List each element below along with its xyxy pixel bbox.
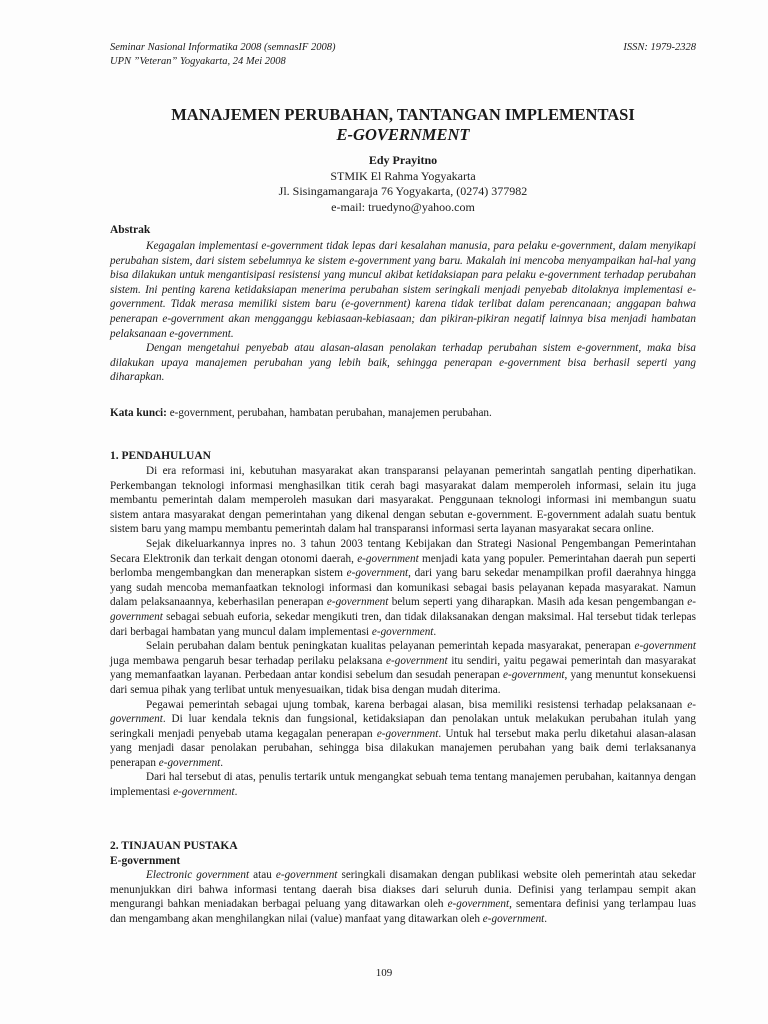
author-block — [110, 153, 696, 215]
keywords — [110, 406, 696, 421]
section-1-paragraph-4: Pegawai pemerintah sebagai ujung tombak, karena berbagai alasan, bisa memiliki resistensi terhadap pelaksanaan e-government. Di luar kendala teknis dan fungsional, ketidaksiapan dan penolakan untuk melakukan perubahan itulah yang seringkali menjadi penyebab utama kegagalan penerapan e-government. Untuk hal tersebut maka perlu diketahui alasan-alasan yang menjadi dasar penolakan perubahan, sehingga bisa dilakukan manajemen perubahan yang baik demi terlaksananya penerapan e-government. — [110, 698, 696, 769]
section-1-heading: 1. PENDAHULUAN — [110, 450, 211, 462]
abstract-body — [110, 239, 696, 385]
keywords-text: e-government, perubahan, hambatan perubahan, manajemen perubahan. — [166, 407, 492, 419]
section-2-paragraph-1: Electronic government atau e-government seringkali disamakan dengan publikasi website oleh pemerintah atau sekedar menunjukkan diri bahwa informasi tentang daerah bisa diakses dari seluruh dunia. Definisi yang terlampau sempit akan mengurangi bahkan meniadakan berbagai peluang yang ditawarkan oleh e-government, sementara definisi yang terlampau luas dan mengambang akan menghilangkan nilai (value) manfaat yang ditawarkan oleh e-government. — [110, 869, 696, 925]
section-1-paragraph-3: Selain perubahan dalam bentuk peningkatan kualitas pelayanan pemerintah kepada masyarakat, penerapan e-government juga membawa pengaruh besar terhadap perilaku pelaksana e-government itu sendiri, yaitu pegawai pemerintah dan masyarakat yang memanfaatkan layanan. Perbedaan antar kondisi sebelum dan sesudah penerapan e-government, yang menuntut konsekuensi dari semua pihak yang terlibat untuk menyesuaikan, tidak bisa dengan mudah diterima. — [110, 640, 696, 696]
section-2-subheading: E-government — [110, 854, 181, 867]
abstract-paragraph-2: Dengan mengetahui penyebab atau alasan-alasan penolakan terhadap perubahan sistem e-government, maka bisa dilakukan upaya manajemen perubahan yang lebih baik, sehingga penerapan e-government bisa berhasil seperti yang diharapkan. — [110, 342, 696, 384]
header-left — [110, 41, 570, 69]
title-line-1: MANAJEMEN PERUBAHAN, TANTANGAN IMPLEMENTASI — [171, 105, 635, 124]
author-name: Edy Prayitno — [368, 153, 438, 167]
issn: ISSN: 1979-2328 — [623, 42, 696, 53]
title-line-2: E-GOVERNMENT — [336, 125, 470, 144]
author-affiliation: STMIK El Rahma Yogyakarta — [330, 168, 476, 183]
abstract-paragraph-1: Kegagalan implementasi e-government tidak lepas dari kesalahan manusia, para pelaku e-government, dalam menyikapi perubahan sistem, dari sistem sebelumnya ke sistem e-government yang baru. Makalah ini mencoba menyampaikan hal-hal yang bisa dilakukan untuk mengantisipasi resistensi yang muncul akibat ketidaksiapan para pelaku e-government terhadap perubahan sistem. Ini penting karena ketidaksiapan menerima perubahan sistem seringkali menjadi penyebab ditolaknya implementasi e-government. Tidak merasa memiliki sistem baru (e-government) karena tidak terlibat dalam perencanaan; anggapan bahwa penerapan e-government akan mengganggu kebiasaan-kebiasaan; dan pikiran-pikiran negatif lainnya bisa menjadi hambatan pelaksanaan e-government. — [110, 240, 696, 340]
section-2-heading: 2. TINJAUAN PUSTAKA — [110, 840, 238, 852]
page-number: 109 — [375, 967, 393, 979]
abstract-heading: Abstrak — [110, 224, 151, 236]
keywords-label: Kata kunci: — [110, 407, 167, 419]
section-1-paragraph-2: Sejak dikeluarkannya inpres no. 3 tahun 2003 tentang Kebijakan dan Strategi Nasional Pengembangan Pemerintahan Secara Elektronik dan terkait dengan otonomi daerah, e-government menjadi kata yang populer. Pemerintahan daerah pun seperti berlomba mengembangkan dan menerapkan sistem e-government, dari yang baru sekedar menampilkan profil daerahnya hingga yang sudah mencoba memanfaatkan teknologi informasi dan komunikasi sebagai basis pelayanan kepada masyarakat. Namun dalam pelaksanaannya, keberhasilan penerapan e-government belum seperti yang diharapkan. Masih ada kesan pengembangan e-government sebagai sebuah euforia, sekedar mengikuti tren, dan tidak dilaksanakan dengan maksimal. Hal tersebut tidak terlepas dari berbagai hambatan yang muncul dalam implementasi e-government. — [110, 537, 696, 638]
paper-title — [110, 105, 696, 145]
section-1-paragraph-1: Di era reformasi ini, kebutuhan masyarakat akan transparansi pelayanan pemerintah sangatlah penting diperhatikan. Perkembangan teknologi informasi menghasilkan titik cerah bagi masyarakat dalam memperoleh informasi, selain itu juga membantu pemerintah dalam memperoleh masukan dari masyarakat. Penggunaan teknologi informasi ini membangun suatu sistem antara masyarakat dengan pemerintahan yang dikenal dengan sebutan e-government. E-government adalah suatu bentuk sistem baru yang mampu membantu pemerintah dalam hal transparansi informasi serta layanan masyarakat secara online. — [110, 465, 696, 536]
section-2-heading-block — [110, 839, 238, 868]
section-2-body — [110, 868, 696, 926]
author-email: e-mail: truedyno@yahoo.com — [331, 199, 475, 214]
section-1-paragraph-5: Dari hal tersebut di atas, penulis tertarik untuk mengangkat sebuah tema tentang manajemen perubahan, kaitannya dengan implementasi e-government. — [110, 771, 696, 799]
section-1-body — [110, 464, 696, 800]
seminar-venue: UPN ”Veteran” Yogyakarta, 24 Mei 2008 — [110, 56, 286, 67]
author-address: Jl. Sisingamangaraja 76 Yogyakarta, (0274) 377982 — [278, 184, 528, 198]
seminar-name: Seminar Nasional Informatika 2008 (semnasIF 2008) — [110, 42, 336, 53]
